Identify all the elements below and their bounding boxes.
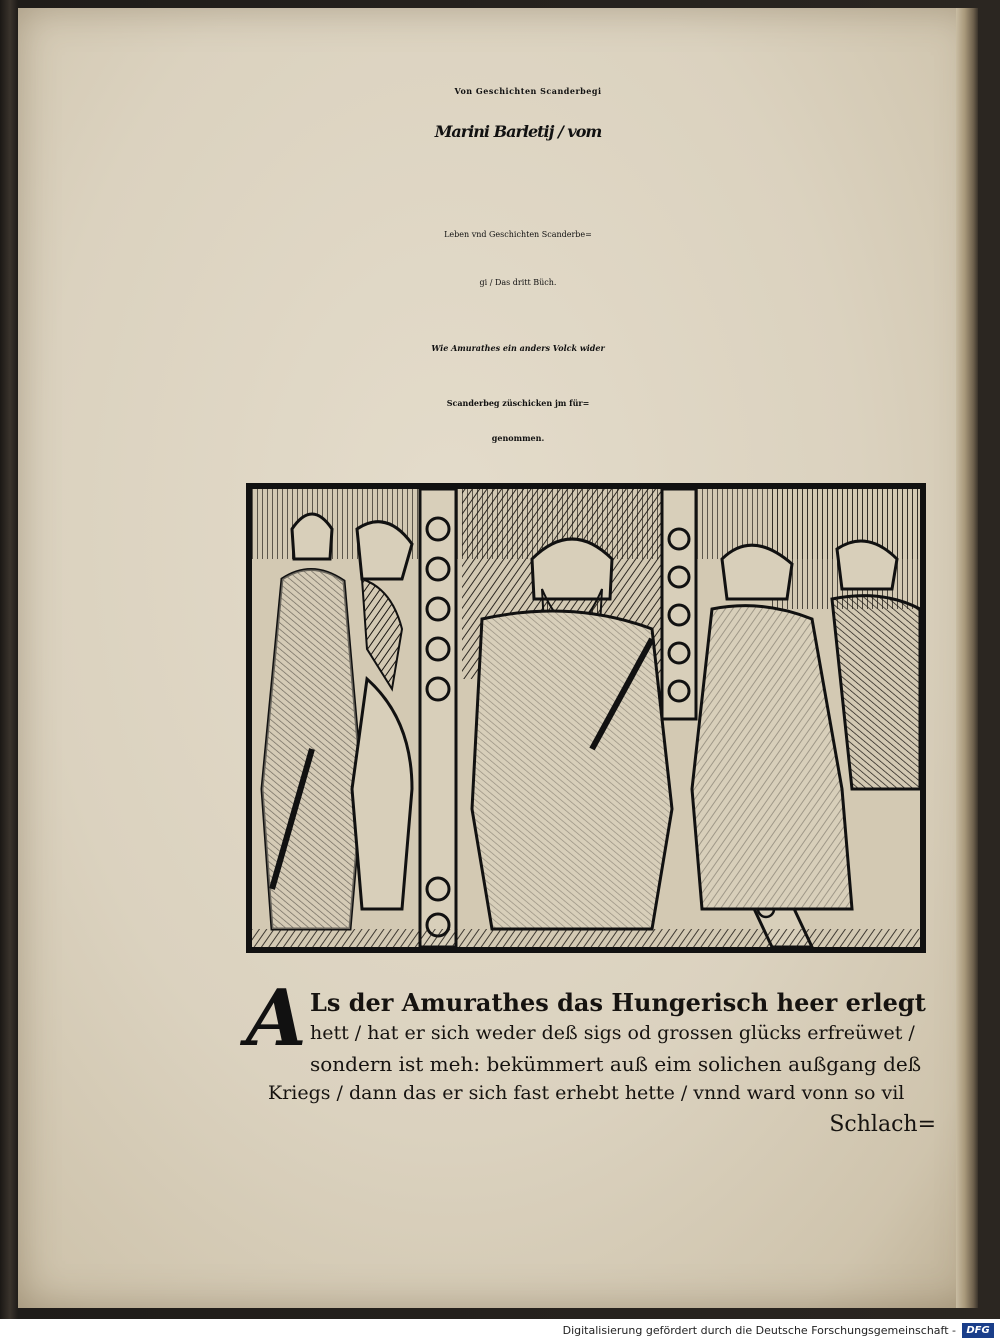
woodcut-illustration: [246, 483, 926, 953]
body-line-3: sondern ist meh: bekümmert auß eim solichen außgang deß: [310, 1052, 922, 1076]
funding-notice: Digitalisierung gefördert durch die Deutsche Forschungsgemeinschaft -: [562, 1324, 956, 1337]
subtitle-line-1: Leben vnd Geschichten Scanderbe=: [444, 230, 592, 239]
chapter-heading-line-1: Wie Amurathes ein anders Volck wider: [431, 343, 605, 353]
body-line-2: hett / hat er sich weder deß sigs od grossen glücks erfreüwet /: [310, 1022, 915, 1044]
body-line-1: Ls der Amurathes das Hungerisch heer erlegt: [310, 988, 926, 1017]
body-line-4: Kriegs / dann das er sich fast erhebt hette / vnnd ward vonn so vil: [268, 1082, 905, 1104]
book-page: [18, 8, 978, 1308]
catchword: Schlach=: [829, 1112, 936, 1137]
running-title: Von Geschichten Scanderbegi: [454, 86, 602, 96]
drop-cap-initial: A: [246, 973, 307, 1064]
main-title: Marini Barletij / vom: [434, 122, 602, 141]
dfg-logo: DFG: [962, 1323, 994, 1338]
left-pillar: [420, 489, 456, 947]
chapter-heading-line-2: Scanderbeg züschicken jm für=: [446, 398, 590, 408]
subtitle-line-2: gi / Das dritt Büch.: [479, 278, 557, 287]
page-spine-shadow: [956, 8, 978, 1308]
chapter-heading-line-3: genommen.: [491, 433, 545, 443]
footer-bar: [0, 1319, 1000, 1341]
right-pillar: [662, 489, 696, 719]
